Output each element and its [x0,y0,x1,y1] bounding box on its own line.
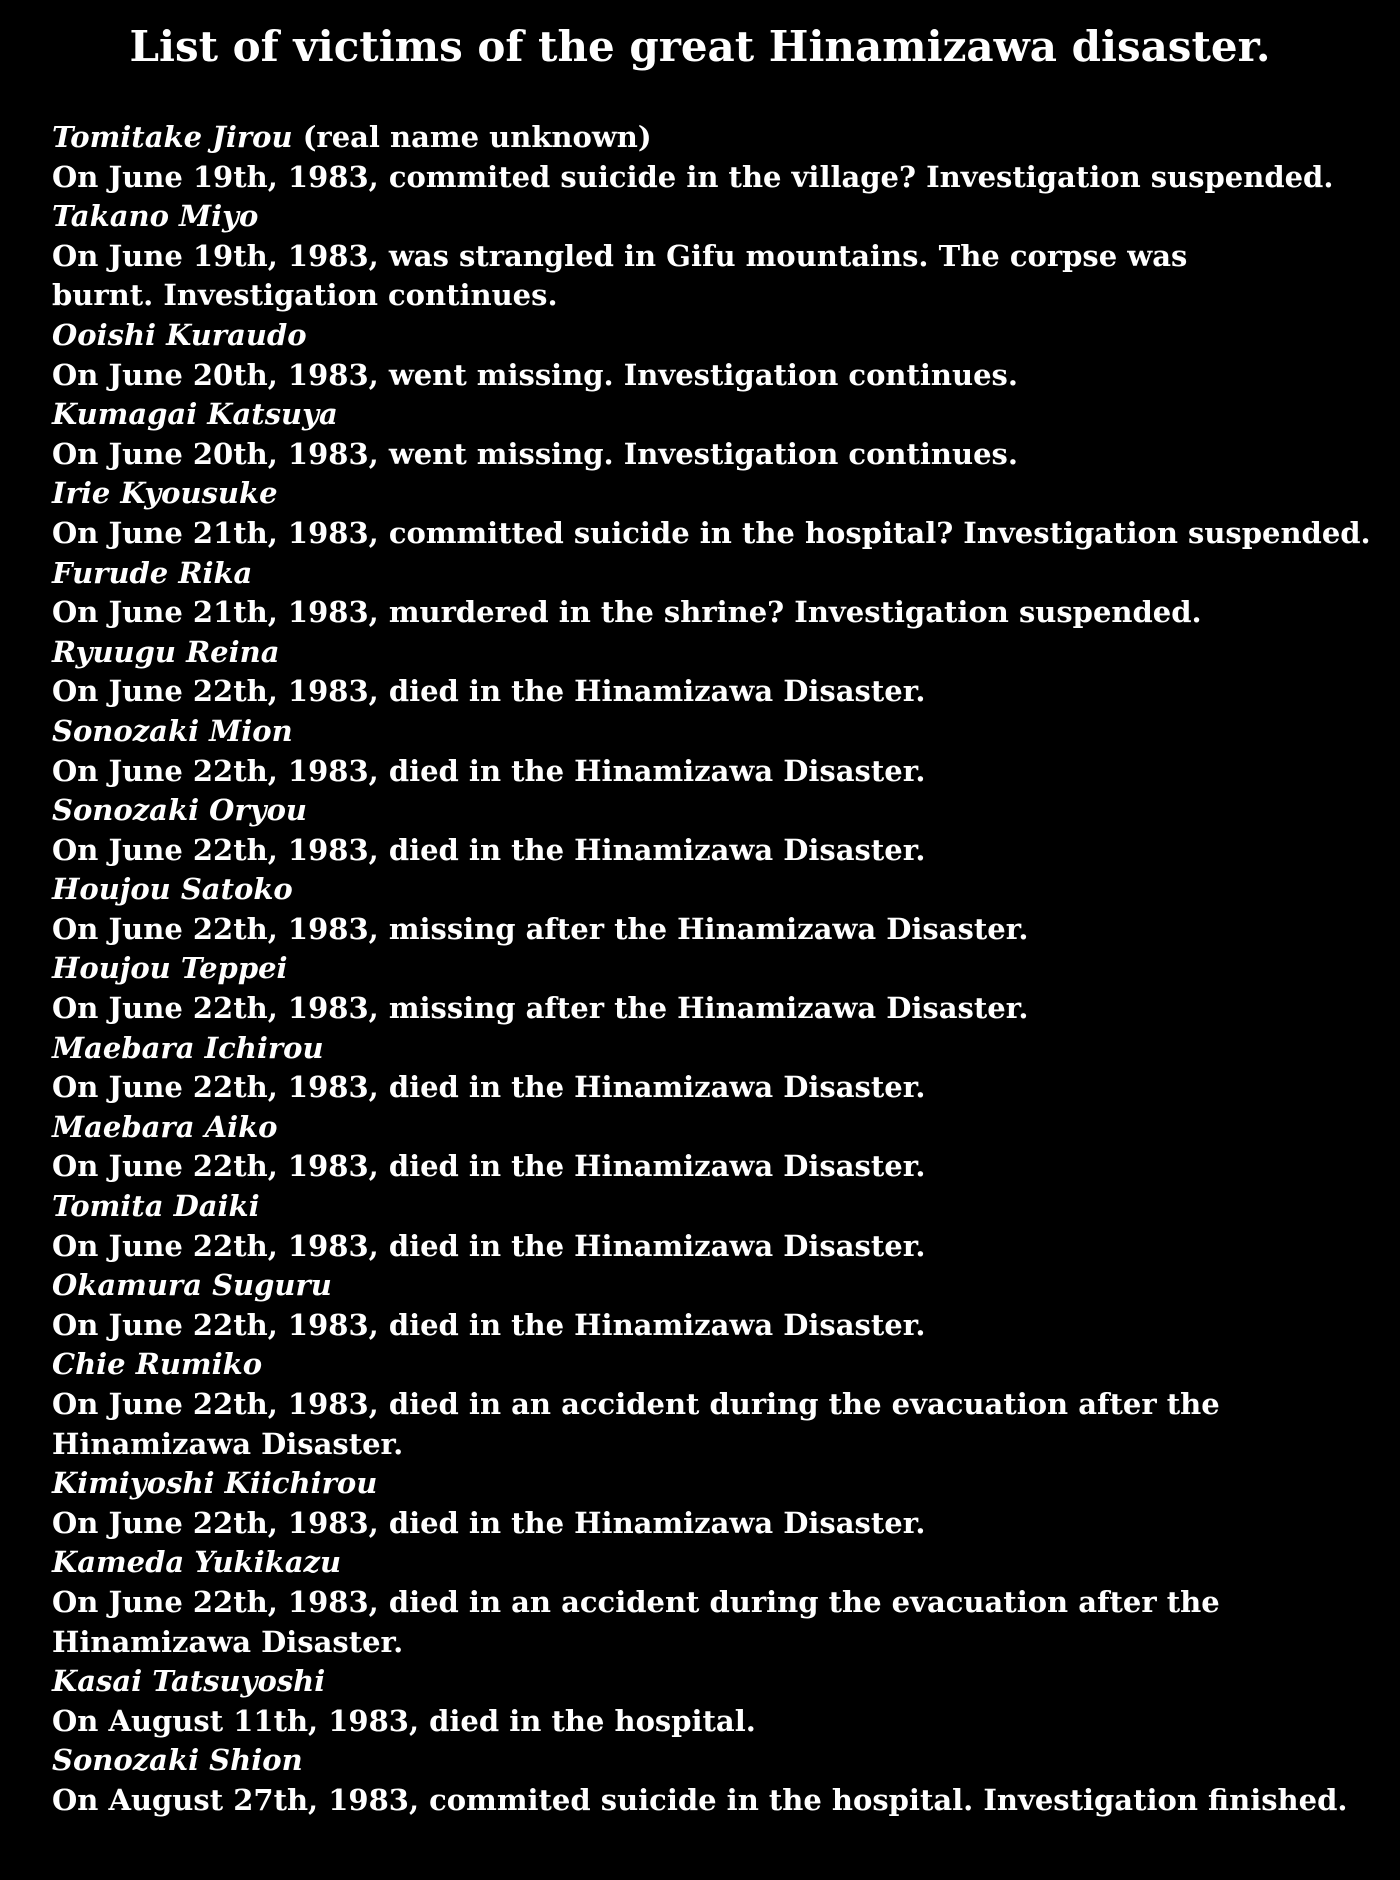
victim-name: Kasai Tatsuyoshi [52,1664,326,1699]
victim-name: Irie Kyousuke [52,476,278,511]
victim-fate: On June 19th, 1983, was strangled in Gifu mountains. The corpse was burnt. Investigation continues. [52,238,1188,313]
victim-fate: On June 22th, 1983, missing after the Hinamizawa Disaster. [52,991,1029,1026]
victim-fate: On June 20th, 1983, went missing. Investigation continues. [52,436,1018,471]
victim-name: Chie Rumiko [52,1347,263,1382]
victim-name-line [52,633,1352,673]
victim-name: Sonozaki Mion [52,713,293,748]
victim-name-line [52,1741,1352,1781]
victim-name-line [52,1345,1352,1385]
list-item [52,1662,1352,1741]
victim-fate: On June 22th, 1983, died in the Hinamizawa Disaster. [52,1228,926,1263]
victim-name: Houjou Teppei [52,951,288,986]
victim-fate: On June 22th, 1983, missing after the Hinamizawa Disaster. [52,911,1029,946]
list-item [52,118,1352,197]
victim-name: Kumagai Katsuya [52,397,338,432]
victim-name: Tomita Daiki [52,1189,260,1224]
list-item [52,316,1352,395]
victim-name-line [52,1266,1352,1306]
list-item [52,949,1352,1028]
list-item [52,554,1352,633]
victim-fate: On June 21th, 1983, murdered in the shrine? Investigation suspended. [52,595,1202,630]
victim-name-line [52,712,1352,752]
victim-fate: On June 22th, 1983, died in the Hinamizawa Disaster. [52,832,926,867]
victim-fate: On June 22th, 1983, died in the Hinamizawa Disaster. [52,1505,926,1540]
victim-list [52,118,1371,1821]
list-item [52,1464,1352,1543]
list-item [52,1108,1352,1187]
victim-name: Kameda Yukikazu [52,1545,342,1580]
victim-name: Sonozaki Shion [52,1743,303,1778]
victim-name-line [52,1662,1352,1702]
victim-fate: On August 11th, 1983, died in the hospital. [52,1703,756,1738]
victim-fate: On June 22th, 1983, died in the Hinamizawa Disaster. [52,753,926,788]
victim-name: Kimiyoshi Kiichirou [52,1466,378,1501]
victim-name: Okamura Suguru [52,1268,332,1303]
victim-name-line [52,791,1352,831]
victim-name: Sonozaki Oryou [52,793,307,828]
list-item [52,1029,1352,1108]
victim-fate: On June 21th, 1983, committed suicide in the hospital? Investigation suspended. [52,515,1371,550]
victim-fate: On August 27th, 1983, commited suicide in the hospital. Investigation finished. [52,1782,1348,1817]
victim-fate: On June 22th, 1983, died in the Hinamizawa Disaster. [52,1070,926,1105]
victim-name-line [52,554,1352,594]
victim-fate: On June 22th, 1983, died in the Hinamizawa Disaster. [52,674,926,709]
victim-name-line [52,395,1352,435]
victim-name: Ryuugu Reina [52,634,280,669]
victim-fate: On June 22th, 1983, died in the Hinamizawa Disaster. [52,1149,926,1184]
victim-name-line [52,474,1352,514]
list-item [52,1187,1352,1266]
victim-name-line [52,197,1352,237]
victim-name: Takano Miyo [52,199,259,234]
victim-name-line [52,949,1352,989]
list-item [52,1345,1352,1464]
victim-name-line [52,1543,1352,1583]
victim-fate: On June 20th, 1983, went missing. Investigation continues. [52,357,1018,392]
list-item [52,633,1352,712]
victim-fate: On June 22th, 1983, died in an accident during the evacuation after the Hinamizawa Disaster. [52,1584,1220,1659]
victim-name: Furude Rika [52,555,253,590]
list-item [52,1543,1352,1662]
victim-name: Tomitake Jirou [52,120,293,154]
list-item [52,870,1352,949]
victim-note: (real name unknown) [302,120,652,154]
victim-name: Houjou Satoko [52,872,293,907]
list-item [52,712,1352,791]
list-item [52,395,1352,474]
victim-name-line [52,870,1352,910]
victim-name-line [52,1029,1352,1069]
victim-name-line [52,1108,1352,1148]
victim-name-line [52,118,1352,158]
victim-fate: On June 19th, 1983, commited suicide in the village? Investigation suspended. [52,159,1334,194]
list-item [52,197,1352,316]
victim-fate: On June 22th, 1983, died in the Hinamizawa Disaster. [52,1307,926,1342]
victim-fate: On June 22th, 1983, died in an accident during the evacuation after the Hinamizawa Disaster. [52,1387,1220,1461]
victim-name: Ooishi Kuraudo [52,317,307,352]
list-item [52,474,1371,553]
list-item [52,791,1352,870]
victim-name: Maebara Ichirou [52,1030,324,1065]
list-item [52,1741,1352,1820]
victim-name: Maebara Aiko [52,1109,278,1144]
victim-name-line [52,316,1352,356]
page-title: List of victims of the great Hinamizawa disaster. [129,22,1271,71]
victim-name-line [52,1187,1352,1227]
list-item [52,1266,1352,1345]
victim-name-line [52,1464,1352,1504]
